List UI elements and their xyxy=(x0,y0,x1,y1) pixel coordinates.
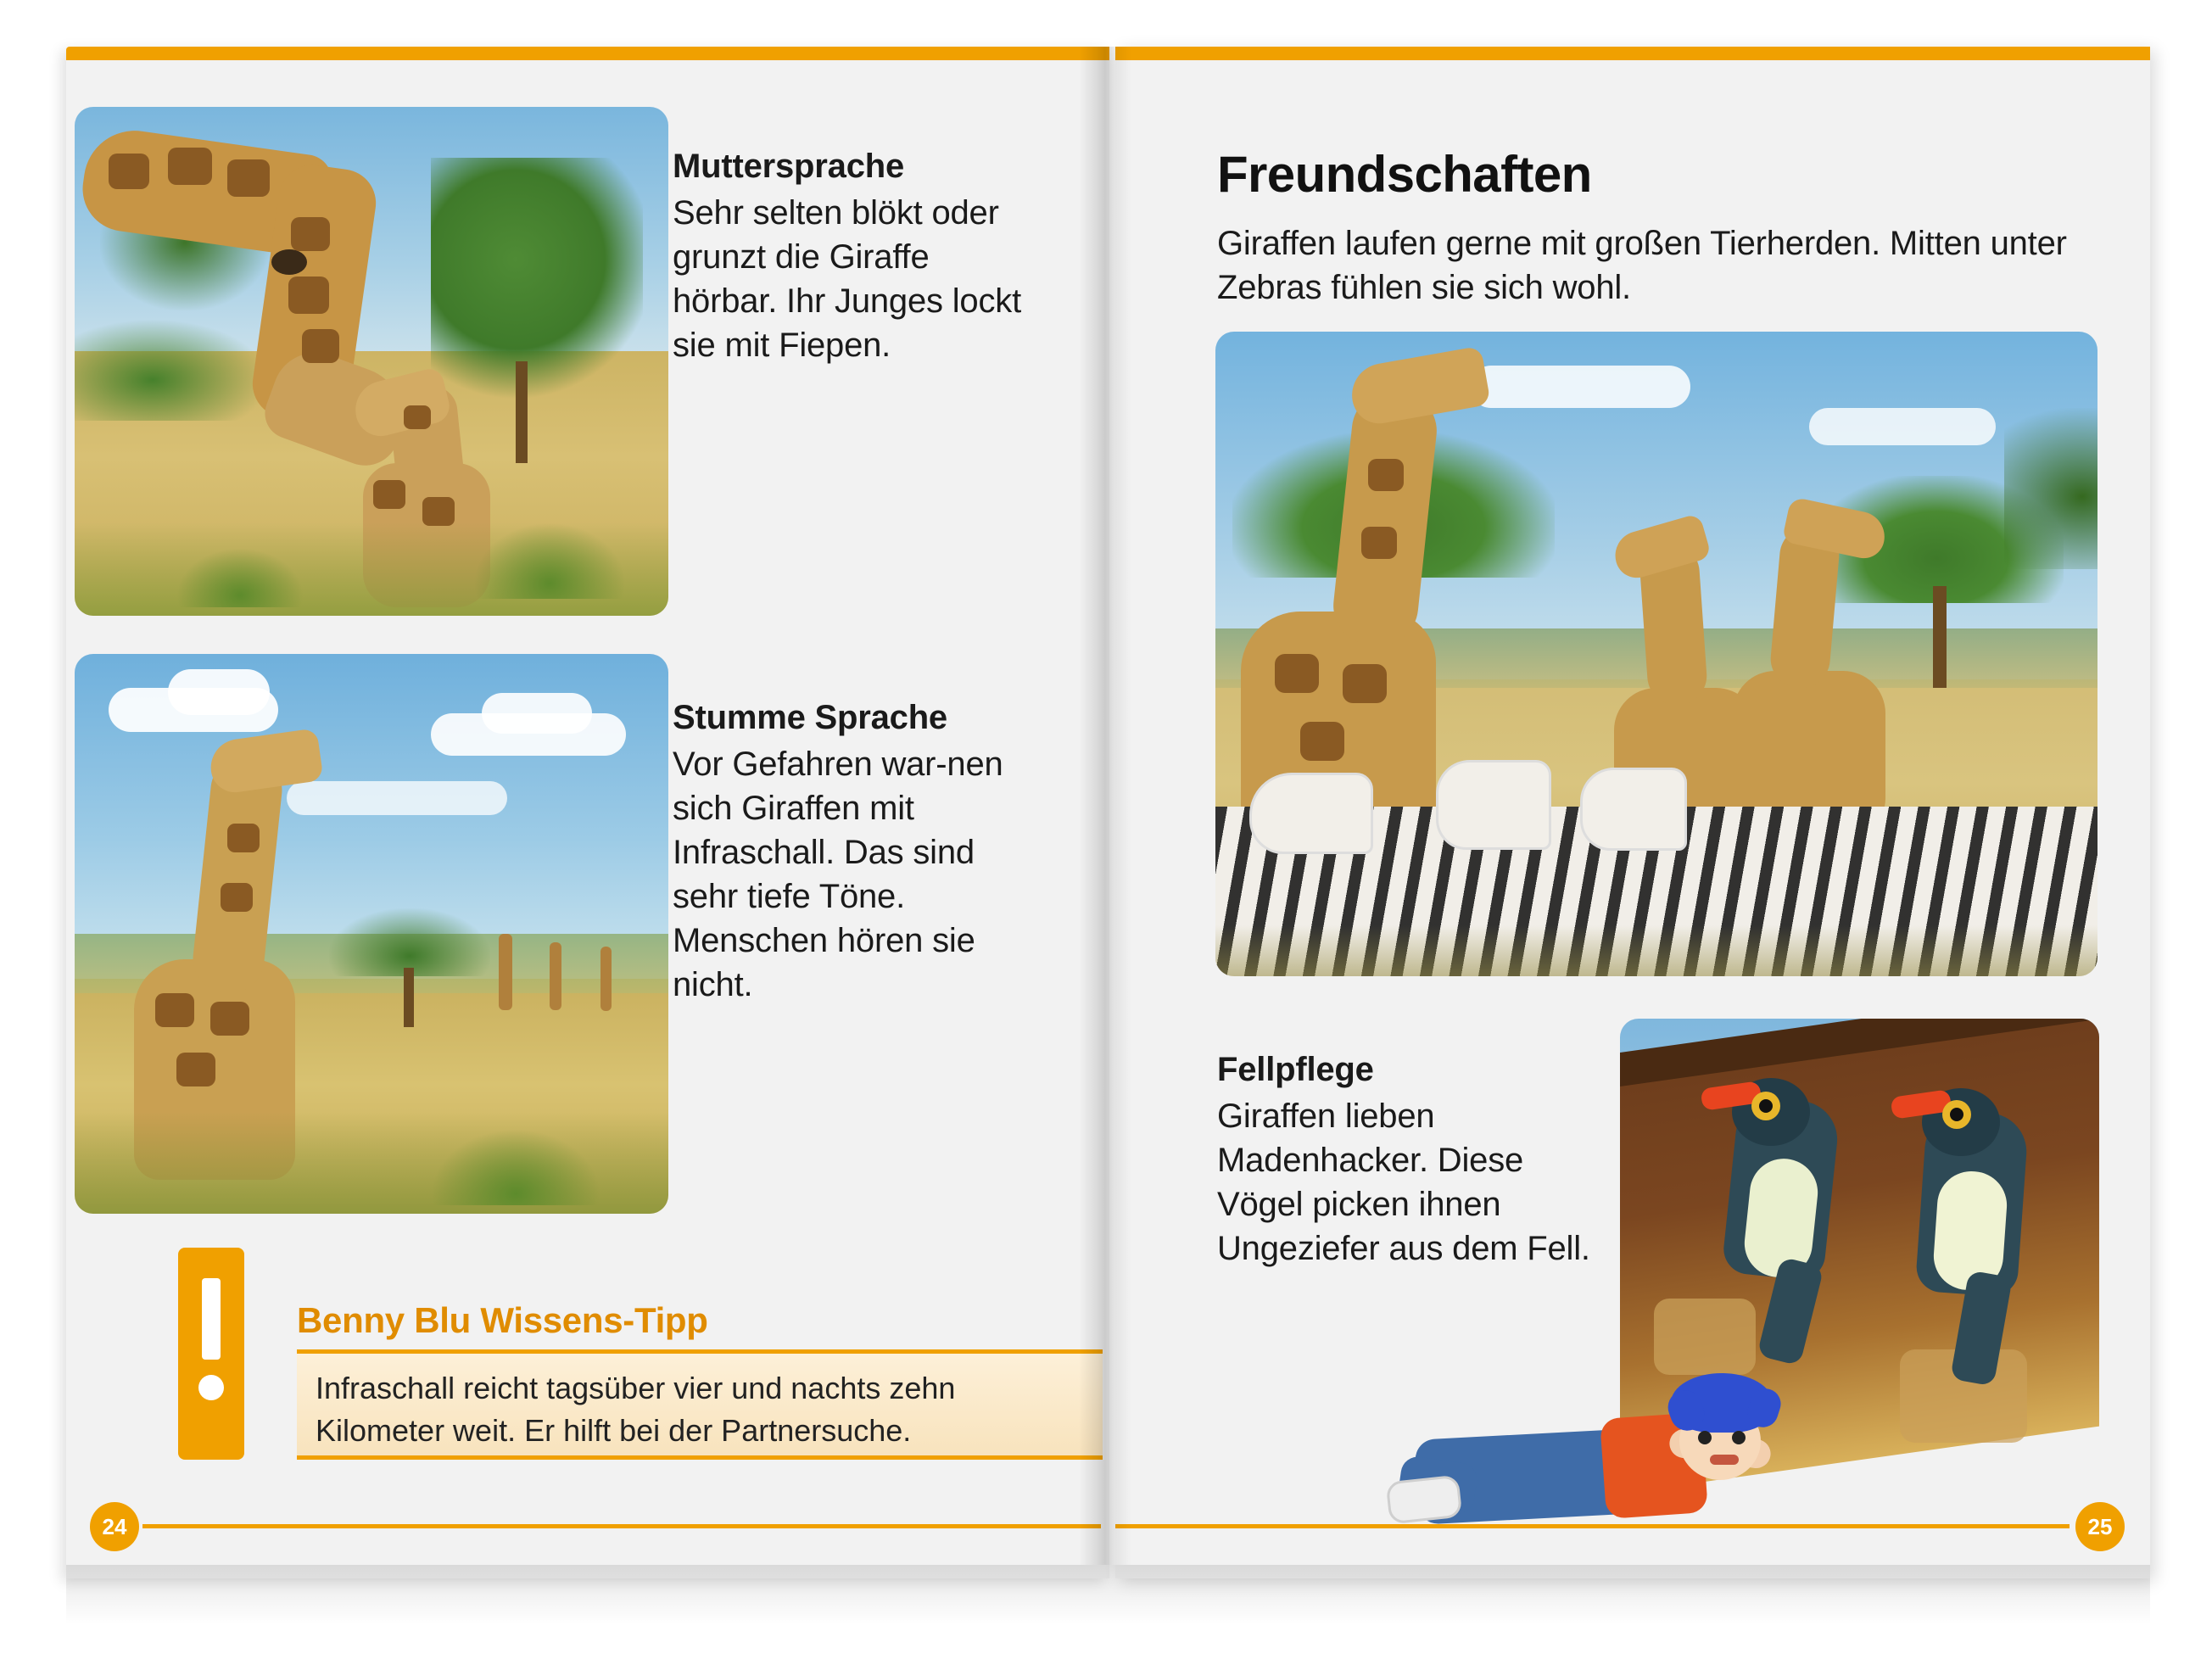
zebra-head xyxy=(1580,768,1687,851)
page-title: Freundschaften xyxy=(1217,146,1592,203)
cloud xyxy=(287,781,507,815)
cloud xyxy=(168,669,270,715)
grass-tuft xyxy=(431,1129,600,1205)
giraffe-eye xyxy=(271,249,307,275)
footer-rule-left xyxy=(142,1524,1101,1528)
giraffe-pattern xyxy=(210,1002,249,1036)
benny-mouth xyxy=(1710,1455,1739,1465)
giraffe-mother-and-calf-illustration xyxy=(75,107,668,616)
tree-trunk xyxy=(516,361,528,463)
oxpecker-pupil xyxy=(1759,1099,1773,1113)
giraffe-pattern xyxy=(1300,722,1344,761)
giraffe-pattern xyxy=(155,993,194,1027)
distant-giraffe xyxy=(550,942,561,1010)
page-number-right: 25 xyxy=(2075,1502,2125,1551)
giraffe-pattern xyxy=(1654,1299,1756,1375)
giraffe-pattern xyxy=(288,276,329,314)
cloud xyxy=(1809,408,1996,445)
bush xyxy=(75,319,270,421)
section-text-muttersprache: Sehr selten blökt oder grunzt die Giraffe hörbar. Ihr Junges lockt sie mit Fiepen. xyxy=(673,194,1021,365)
giraffe-pattern xyxy=(109,154,149,189)
section-stumme-sprache xyxy=(673,696,1037,1007)
section-heading-stumme-sprache: Stumme Sprache xyxy=(673,699,947,736)
grass-tuft xyxy=(176,548,304,607)
page-intro-text: Giraffen laufen gerne mit großen Tierherden. Mitten unter Zebras fühlen sie sich wohl. xyxy=(1217,225,2067,306)
giraffe-pattern xyxy=(227,824,260,852)
acacia-canopy xyxy=(329,908,490,976)
grass-tuft xyxy=(473,522,626,599)
tree-trunk xyxy=(404,968,414,1027)
giraffe-pattern xyxy=(291,217,330,251)
oxpecker-pupil xyxy=(1950,1108,1963,1121)
giraffe-standing-savanna-illustration xyxy=(75,654,668,1214)
left-page xyxy=(66,47,1109,1578)
cloud xyxy=(1470,366,1690,408)
giraffe-pattern xyxy=(1343,664,1387,703)
tree-foliage xyxy=(431,158,643,412)
cloud xyxy=(482,693,592,734)
wissens-tipp-title: Benny Blu Wissens-Tipp xyxy=(297,1300,708,1340)
section-muttersprache xyxy=(673,145,1029,367)
giraffe-pattern xyxy=(1361,527,1397,559)
benny-eye xyxy=(1732,1431,1746,1444)
tree-trunk xyxy=(1933,586,1947,688)
section-text-fellpflege: Giraffen lieben Madenhacker. Diese Vögel picken ihnen Ungeziefer aus dem Fell. xyxy=(1217,1098,1590,1268)
zebra-head xyxy=(1249,773,1373,854)
ground-shadow xyxy=(1215,925,2097,976)
exclamation-mark-icon xyxy=(178,1248,244,1460)
benny-eye xyxy=(1698,1431,1712,1444)
giraffe-pattern xyxy=(1368,459,1404,491)
benny-shoe xyxy=(1386,1475,1463,1525)
giraffe-pattern xyxy=(373,480,405,509)
giraffe-pattern xyxy=(227,159,270,197)
section-fellpflege xyxy=(1217,1048,1616,1271)
giraffe-pattern xyxy=(1275,654,1319,693)
section-text-stumme-sprache: Vor Gefahren war-nen sich Giraffen mit Infraschall. Das sind sehr tiefe Töne. Menschen hören sie nicht. xyxy=(673,746,1003,1004)
footer-rule-right xyxy=(1115,1524,2070,1528)
section-heading-fellpflege: Fellpflege xyxy=(1217,1051,1374,1088)
acacia-canopy xyxy=(2004,408,2097,569)
oxpecker-breast xyxy=(1931,1169,2009,1292)
section-heading-muttersprache: Muttersprache xyxy=(673,148,905,185)
wissens-tipp-text: Infraschall reicht tagsüber vier und nachts zehn Kilometer weit. Er hilft bei der Partnersuche. xyxy=(297,1349,1103,1460)
giraffe-pattern xyxy=(302,329,339,363)
giraffe-pattern xyxy=(221,883,253,912)
giraffes-with-zebra-herd-illustration xyxy=(1215,332,2097,976)
giraffe-pattern xyxy=(422,497,455,526)
giraffe-pattern xyxy=(404,405,431,429)
page-number-left: 24 xyxy=(90,1502,139,1551)
giraffe-pattern xyxy=(176,1053,215,1086)
distant-giraffe xyxy=(499,934,512,1010)
zebra-head xyxy=(1436,760,1551,850)
distant-giraffe xyxy=(600,947,612,1011)
wissens-tipp-box xyxy=(178,1248,1103,1468)
giraffe-pattern xyxy=(168,148,212,185)
right-page xyxy=(1115,47,2150,1578)
